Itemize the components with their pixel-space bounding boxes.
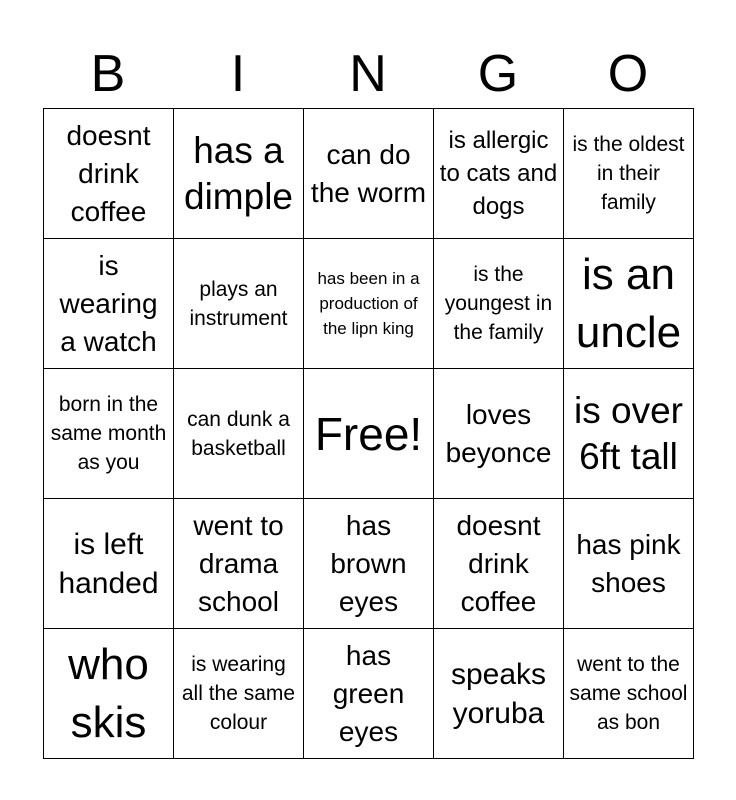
cell-text: has been in a production of the lipn king <box>317 269 420 338</box>
board-row-3 <box>44 369 694 499</box>
bingo-cell[interactable] <box>174 629 304 759</box>
bingo-cell[interactable] <box>434 499 564 629</box>
bingo-cell[interactable] <box>434 369 564 499</box>
cell-text: who skis <box>68 639 149 747</box>
cell-text: is wearing all the same colour <box>181 653 296 734</box>
bingo-cell[interactable] <box>564 239 694 369</box>
bingo-board <box>43 108 694 759</box>
free-space[interactable] <box>304 369 434 499</box>
bingo-cell[interactable] <box>44 109 174 239</box>
bingo-cell[interactable] <box>44 239 174 369</box>
cell-text: is wearing a watch <box>59 249 158 357</box>
cell-text: has brown eyes <box>330 509 407 617</box>
cell-text: loves beyonce <box>445 398 552 468</box>
header-letter-g: G <box>477 45 519 103</box>
board-row-1 <box>44 109 694 239</box>
cell-text: is allergic to cats and dogs <box>439 127 558 220</box>
bingo-cell[interactable] <box>304 109 434 239</box>
bingo-cell[interactable] <box>304 629 434 759</box>
bingo-cell[interactable] <box>304 499 434 629</box>
cell-text: can do the worm <box>310 138 427 208</box>
cell-text: is left handed <box>58 527 159 600</box>
cell-text: is the youngest in the family <box>444 263 553 344</box>
board-row-4 <box>44 499 694 629</box>
bingo-cell[interactable] <box>44 369 174 499</box>
cell-text: has green eyes <box>332 639 405 747</box>
bingo-header <box>43 40 693 108</box>
bingo-cell[interactable] <box>44 629 174 759</box>
bingo-cell[interactable] <box>434 239 564 369</box>
bingo-cell[interactable] <box>434 629 564 759</box>
bingo-cell[interactable] <box>174 239 304 369</box>
header-letter-i: I <box>230 45 246 103</box>
cell-text: plays an instrument <box>189 277 288 330</box>
bingo-cell[interactable] <box>44 499 174 629</box>
bingo-cell[interactable] <box>174 109 304 239</box>
bingo-cell[interactable] <box>304 239 434 369</box>
header-letter-o: O <box>607 45 649 103</box>
header-letter-n: N <box>349 45 387 103</box>
cell-text: went to drama school <box>193 509 284 617</box>
bingo-cell[interactable] <box>564 109 694 239</box>
cell-text: doesnt drink coffee <box>66 119 151 227</box>
bingo-cell[interactable] <box>174 369 304 499</box>
bingo-cell[interactable] <box>564 369 694 499</box>
bingo-cell[interactable] <box>174 499 304 629</box>
cell-text: has pink shoes <box>576 528 681 598</box>
cell-text: born in the same month as you <box>50 393 167 474</box>
bingo-cell[interactable] <box>434 109 564 239</box>
cell-text: doesnt drink coffee <box>456 509 541 617</box>
cell-text: is the oldest in their family <box>572 133 685 214</box>
board-row-5 <box>44 629 694 759</box>
bingo-cell[interactable] <box>564 629 694 759</box>
header-letter-b: B <box>90 45 126 103</box>
cell-text: is over 6ft tall <box>574 389 683 477</box>
free-space-label: Free! <box>314 407 423 460</box>
board-row-2 <box>44 239 694 369</box>
cell-text: is an uncle <box>575 249 682 357</box>
cell-text: has a dimple <box>184 129 293 217</box>
cell-text: speaks yoruba <box>450 657 547 730</box>
cell-text: went to the same school as bon <box>569 653 688 734</box>
bingo-cell[interactable] <box>564 499 694 629</box>
cell-text: can dunk a basketball <box>187 407 290 460</box>
